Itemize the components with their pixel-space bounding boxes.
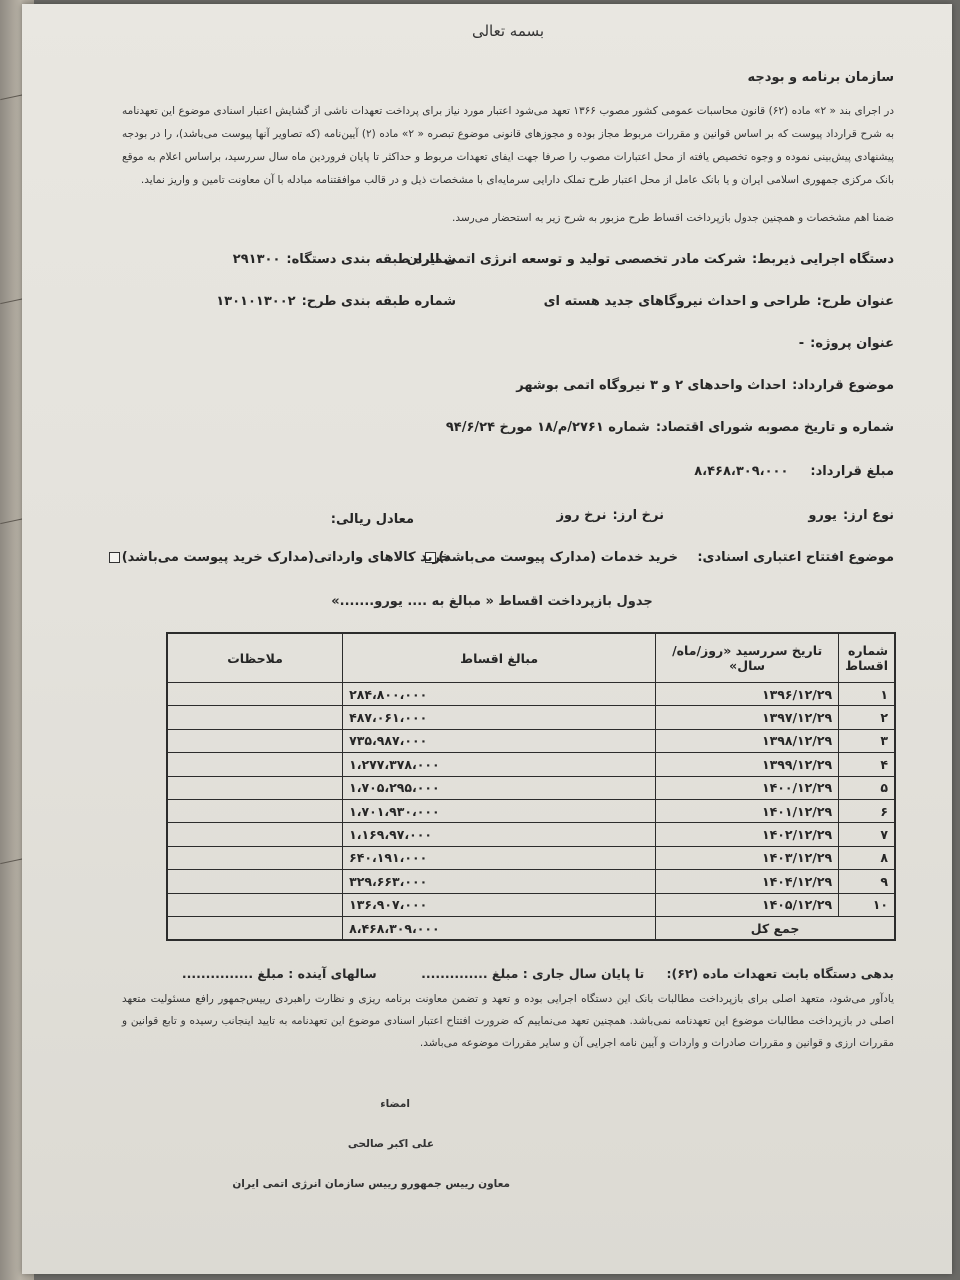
plan-code-value: ۱۳۰۱۰۱۳۰۰۲ [216, 294, 296, 309]
table-caption: جدول بازپرداخت اقساط « مبالغ به .... یورو.......» [331, 594, 653, 609]
header-amount: مبالغ اقساط [343, 633, 656, 683]
cell-num: ۳ [839, 729, 895, 752]
debt-line [178, 966, 894, 981]
intro-paragraph: در اجرای بند « ۲» ماده (۶۲) قانون محاسبات عمومی کشور مصوب ۱۳۶۶ تعهد می‌شود اعتبار مورد نیاز برای پرداخت تعهدات ناشی از گشایش اعتبار اسنادی موضوع این تعهدنامه به شرح قرارداد پیوست که بر اساس قوانین و مقررات مربوط مجاز بوده و مجوزهای قانونی موضوع تبصره « ۲» ماده (۲) آیین‌نامه (که تصاویر آنها پیوست می‌باشد)، را در بودجه پیشنهادی پیش‌بینی نموده و وجوه تخصیص یافته از محل اعتبارات مصوب را صرفا جهت ایفای تعهدات مربوط و حداکثر تا پایان فروردین ماه سال سررسید، براساس اعلام به موقع بانک مرکزی جمهوری اسلامی ایران و یا بانک عامل از محل اعتبار طرح تملک دارایی سرمایه‌ای با مشخصات ذیل و در قالب موافقتنامه مبادله با آن معاونت تامین و واریز نماید. [122, 105, 895, 186]
contract-subject-value: احداث واحدهای ۲ و ۳ نیروگاه اتمی بوشهر [516, 378, 787, 393]
project-title-field [799, 336, 894, 351]
cell-num: ۹ [839, 870, 895, 893]
header-notes: ملاحظات [167, 633, 343, 683]
header-num: شماره اقساط [839, 633, 895, 683]
cell-notes [167, 823, 343, 846]
debt-future-years: سالهای آینده : مبلغ ............... [181, 966, 377, 981]
total-row [167, 916, 895, 940]
plan-code-field [216, 294, 456, 309]
project-title-label: عنوان پروژه: [810, 336, 894, 351]
agency-code-field [233, 252, 456, 267]
approval-field [446, 420, 894, 435]
debt-label: بدهی دستگاه بابت تعهدات ماده (۶۲): [666, 966, 894, 981]
cell-notes [167, 706, 343, 729]
agency-code-label: شماره طبقه بندی دستگاه: [286, 252, 456, 267]
currency-value: یورو [808, 508, 837, 523]
organization-name: سازمان برنامه و بودجه [747, 70, 894, 85]
cell-amount: ۳۲۹،۶۶۳،۰۰۰ [343, 870, 656, 893]
bismillah-heading: بسمه تعالی [471, 22, 545, 40]
contract-amount-label: مبلغ قرارداد: [810, 464, 894, 479]
cell-notes [167, 729, 343, 752]
cell-amount: ۷۳۵،۹۸۷،۰۰۰ [343, 729, 656, 752]
specs-note: ضمنا اهم مشخصات و همچنین جدول بازپرداخت اقساط طرح مزبور به شرح زیر به استحضار می‌رسد. [452, 212, 894, 224]
signatory-name: علی اکبر صالحی [347, 1138, 434, 1150]
table-row [167, 706, 895, 729]
rate-label: نرخ ارز: [612, 508, 664, 523]
currency-field [808, 508, 894, 523]
cell-num: ۴ [839, 753, 895, 776]
total-notes [167, 916, 343, 940]
cell-date: ۱۳۹۸/۱۲/۲۹ [656, 729, 839, 752]
cell-num: ۲ [839, 706, 895, 729]
closing-paragraph: یادآور می‌شود، متعهد اصلی برای بازپرداخت مطالبات بانک این دستگاه اجرایی بوده و تعهد و تضمن معاونت برنامه ریزی و نظارت راهبردی رییس‌جمهور رافع مسئولیت متعهد اصلی در بازپرداخت مطالبات موضوع این تعهدنامه نمی‌باشد. همچنین تعهد می‌نماییم که ضرورت افتتاح اعتبار اسنادی موضوع این تعهدنامه به تایید اینجانب رسیده و تابع قوانین و مقررات ارزی و قوانین و مقررات صادرات و واردات و آیین نامه اجرایی آن و سایر مقررات موضوعه می‌باشد. [122, 993, 894, 1049]
contract-amount-value: ۸،۴۶۸،۳۰۹،۰۰۰ [694, 464, 789, 479]
lc-goods-text: خرید کالاهای وارداتی(مدارک خرید پیوست می‌باشد) [121, 550, 450, 565]
document-body [122, 4, 894, 1274]
cell-amount: ۱۳۶،۹۰۷،۰۰۰ [343, 893, 656, 916]
contract-subject-label: موضوع قرارداد: [792, 378, 894, 393]
table-row [167, 683, 895, 706]
contract-subject-field [516, 378, 894, 393]
cell-date: ۱۳۹۶/۱۲/۲۹ [656, 683, 839, 706]
cell-amount: ۱،۲۷۷،۳۷۸،۰۰۰ [343, 753, 656, 776]
cell-notes [167, 776, 343, 799]
cell-notes [167, 753, 343, 776]
installments-table [166, 632, 896, 941]
total-label: جمع کل [656, 916, 895, 940]
table-row [167, 823, 895, 846]
agency-value: شرکت مادر تخصصی تولید و توسعه انرژی اتمی ایران [406, 252, 747, 267]
rial-field [325, 512, 414, 527]
plan-code-label: شماره طبقه بندی طرح: [301, 294, 456, 309]
total-amount: ۸،۴۶۸،۳۰۹،۰۰۰ [343, 916, 656, 940]
cell-date: ۱۴۰۲/۱۲/۲۹ [656, 823, 839, 846]
approval-value: شماره ۲۷۶۱/م/۱۸ مورخ ۹۴/۶/۲۴ [445, 420, 650, 435]
cell-notes [167, 799, 343, 822]
cell-amount: ۱،۱۶۹،۹۷،۰۰۰ [343, 823, 656, 846]
cell-date: ۱۳۹۷/۱۲/۲۹ [656, 706, 839, 729]
project-title-value: - [798, 336, 805, 351]
cell-amount: ۴۸۷،۰۶۱،۰۰۰ [343, 706, 656, 729]
cell-num: ۷ [839, 823, 895, 846]
lc-subject-label: موضوع افتتاح اعتباری اسنادی: [697, 550, 894, 565]
cell-date: ۱۴۰۵/۱۲/۲۹ [656, 893, 839, 916]
lc-goods-option[interactable] [109, 550, 450, 565]
plan-title-field [544, 294, 894, 309]
rate-field [557, 508, 664, 523]
table-row [167, 846, 895, 869]
lc-services-option[interactable] [425, 550, 678, 565]
cell-amount: ۲۸۴،۸۰۰،۰۰۰ [343, 683, 656, 706]
currency-label: نوع ارز: [842, 508, 894, 523]
debt-current-year: تا پایان سال جاری : مبلغ .............. [421, 966, 645, 981]
cell-date: ۱۳۹۹/۱۲/۲۹ [656, 753, 839, 776]
cell-date: ۱۴۰۱/۱۲/۲۹ [656, 799, 839, 822]
table-row [167, 753, 895, 776]
cell-notes [167, 683, 343, 706]
cell-notes [167, 846, 343, 869]
plan-title-value: طراحی و احداث نیروگاهای جدید هسته ای [543, 294, 811, 309]
cell-date: ۱۴۰۳/۱۲/۲۹ [656, 846, 839, 869]
table-row [167, 776, 895, 799]
signature-label: امضاء [380, 1098, 410, 1110]
cell-amount: ۱،۷۰۵،۲۹۵،۰۰۰ [343, 776, 656, 799]
table-row [167, 893, 895, 916]
agency-field [407, 252, 894, 267]
table-body [167, 683, 895, 917]
document-page [22, 4, 952, 1274]
contract-amount-field [694, 464, 894, 479]
cell-num: ۵ [839, 776, 895, 799]
cell-notes [167, 870, 343, 893]
cell-notes [167, 893, 343, 916]
cell-num: ۸ [839, 846, 895, 869]
agency-label: دستگاه اجرایی ذیربط: [752, 252, 894, 267]
approval-label: شماره و تاریخ مصوبه شورای اقتصاد: [655, 420, 894, 435]
table-row [167, 729, 895, 752]
table-row [167, 799, 895, 822]
plan-title-label: عنوان طرح: [816, 294, 894, 309]
cell-amount: ۶۴۰،۱۹۱،۰۰۰ [343, 846, 656, 869]
lc-services-text: خرید خدمات (مدارک پیوست می‌باشد) [438, 550, 678, 565]
cell-date: ۱۴۰۴/۱۲/۲۹ [656, 870, 839, 893]
rate-value: نرخ روز [556, 508, 607, 523]
cell-amount: ۱،۷۰۱،۹۳۰،۰۰۰ [343, 799, 656, 822]
cell-num: ۱ [839, 683, 895, 706]
rial-label: معادل ریالی: [330, 512, 414, 527]
table-row [167, 870, 895, 893]
cell-num: ۱۰ [839, 893, 895, 916]
header-date: تاریخ سررسید «روز/ماه/سال» [656, 633, 839, 683]
cell-date: ۱۴۰۰/۱۲/۲۹ [656, 776, 839, 799]
cell-num: ۶ [839, 799, 895, 822]
signatory-title: معاون رییس جمهورو رییس سازمان انرژی اتمی ایران [232, 1178, 510, 1190]
table-header-row [167, 633, 895, 683]
lc-goods-checkbox[interactable] [109, 552, 120, 563]
agency-code-value: ۲۹۱۳۰۰ [232, 252, 281, 267]
